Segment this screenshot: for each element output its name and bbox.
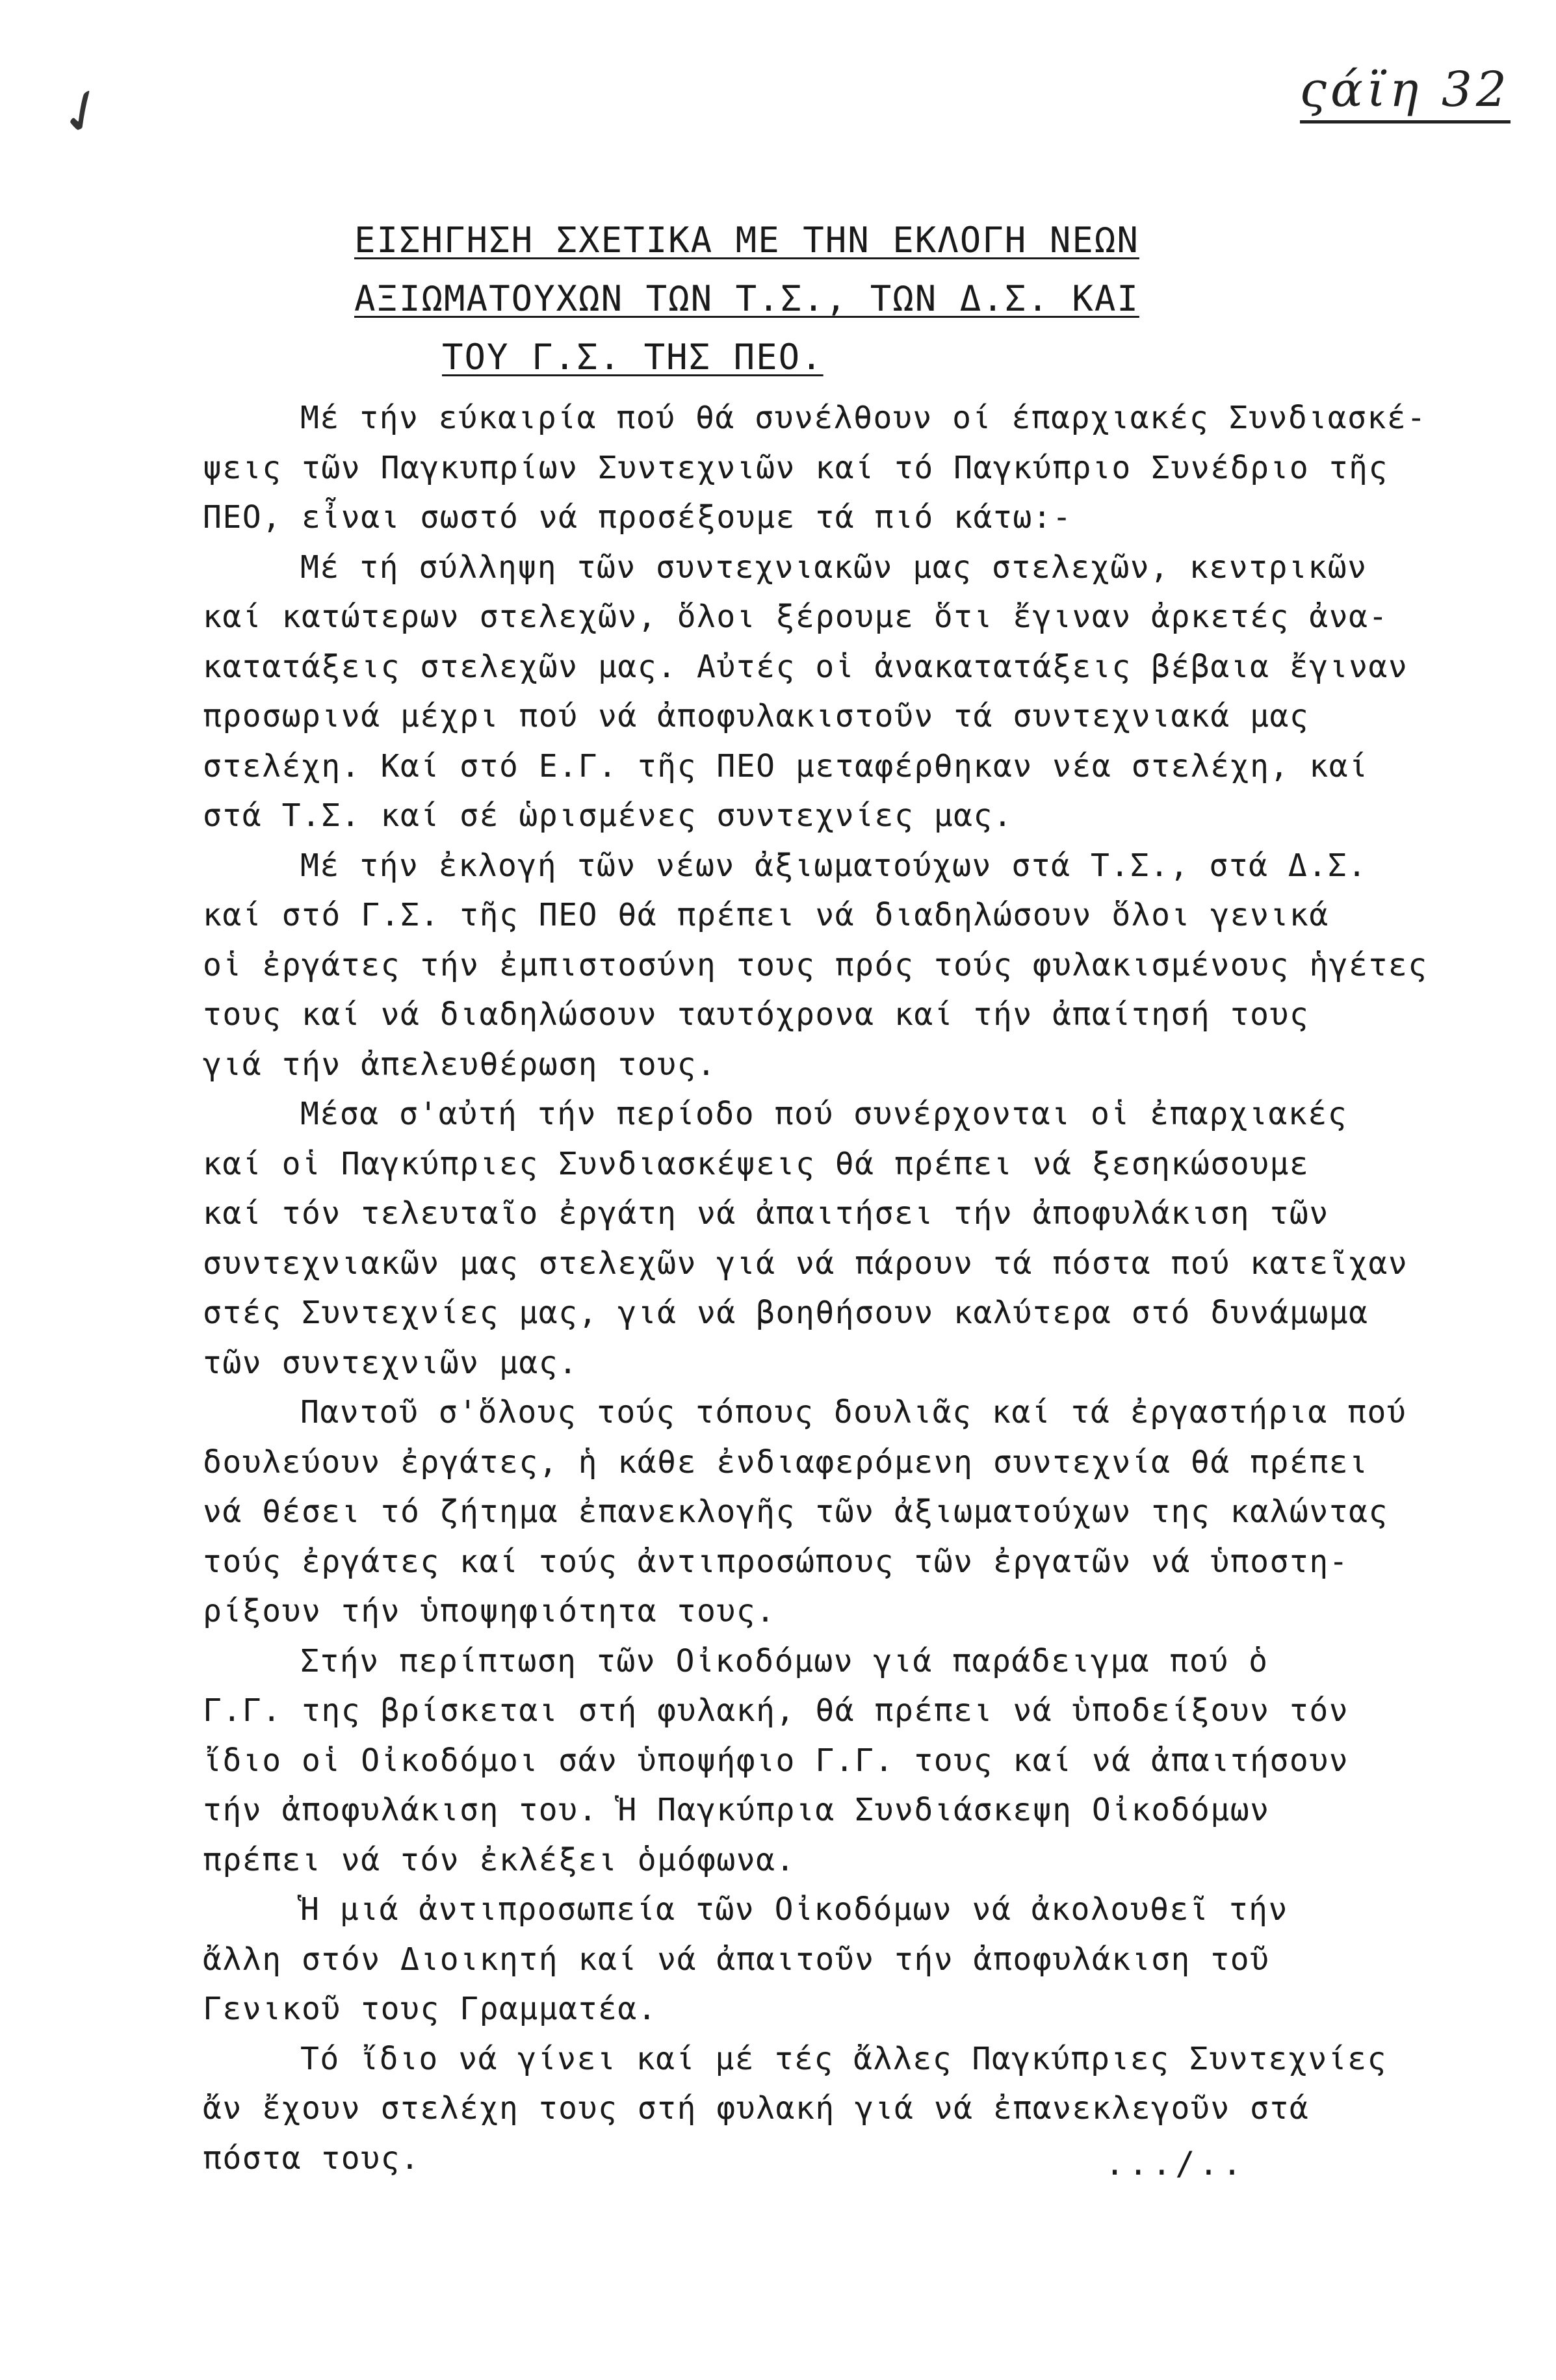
document-body bbox=[203, 393, 1470, 2183]
body-line: οἱ ἐργάτες τήν ἐμπιστοσύνη τους πρός τούς φυλακισμένους ἡγέτες bbox=[203, 946, 1428, 983]
body-line: ἴδιο οἱ Οἰκοδόμοι σάν ὑποψήφιο Γ.Γ. τους καί νά ἀπαιτήσουν bbox=[203, 1742, 1349, 1779]
body-line: Στήν περίπτωση τῶν Οἰκοδόμων γιά παράδειγμα πού ὁ bbox=[300, 1642, 1269, 1679]
body-line: ἄλλη στόν Διοικητή καί νά ἀπαιτοῦν τήν ἀποφυλάκιση τοῦ bbox=[203, 1941, 1270, 1978]
body-line: δουλεύουν ἐργάτες, ἡ κάθε ἐνδιαφερόμενη συντεχνία θά πρέπει bbox=[203, 1443, 1369, 1481]
body-line: Μέ τήν εύκαιρία πού θά συνέλθουν οί έπαρχιακές Συνδιασκέ- bbox=[300, 400, 1427, 436]
body-line: συντεχνιακῶν μας στελεχῶν γιά νά πάρουν τά πόστα πού κατεῖχαν bbox=[203, 1245, 1408, 1282]
body-line: κατατάξεις στελεχῶν μας. Αὐτές οἱ ἀνακατατάξεις βέβαια ἔγιναν bbox=[203, 648, 1408, 685]
body-line: Ἡ μιά ἀντιπροσωπεία τῶν Οἰκοδόμων νά ἀκολουθεῖ τήν bbox=[300, 1891, 1288, 1928]
body-line: Μέ τή σύλληψη τῶν συντεχνιακῶν μας στελεχῶν, κεντρικῶν bbox=[300, 549, 1368, 586]
body-line: στές Συντεχνίες μας, γιά νά βοηθήσουν καλύτερα στό δυνάμωμα bbox=[203, 1295, 1369, 1331]
body-line: καί τόν τελευταῖο ἐργάτη νά ἀπαιτήσει τήν ἀποφυλάκιση τῶν bbox=[203, 1195, 1329, 1232]
body-line: τους καί νά διαδηλώσουν ταυτόχρονα καί τήν ἀπαίτησή τους bbox=[203, 996, 1310, 1033]
heading-line-2: ΑΞΙΩΜΑΤΟΥΧΩΝ ΤΩΝ Τ.Σ., ΤΩΝ Δ.Σ. ΚΑΙ bbox=[354, 278, 1139, 319]
body-line: Γενικοῦ τους Γραμματέα. bbox=[203, 1991, 658, 2027]
body-line: στελέχη. Καί στό Ε.Γ. τῆς ΠΕΟ μεταφέρθηκαν νέα στελέχη, καί bbox=[203, 747, 1369, 784]
body-line: νά θέσει τό ζήτημα ἐπανεκλογῆς τῶν ἀξιωματούχων της καλώντας bbox=[203, 1494, 1388, 1530]
body-line: τούς ἐργάτες καί τούς ἀντιπροσώπους τῶν ἐργατῶν νά ὑποστη- bbox=[203, 1543, 1349, 1580]
handwritten-page-note: ςάϊη 32 bbox=[1300, 62, 1511, 123]
body-line: καί κατώτερων στελεχῶν, ὅλοι ξέρουμε ὅτι ἔγιναν ἀρκετές ἀνα- bbox=[203, 599, 1388, 635]
heading-line-1: ΕΙΣΗΓΗΣΗ ΣΧΕΤΙΚΑ ΜΕ ΤΗΝ ΕΚΛΟΓΗ ΝΕΩΝ bbox=[354, 220, 1139, 261]
body-line: καί στό Γ.Σ. τῆς ΠΕΟ θά πρέπει νά διαδηλώσουν ὅλοι γενικά bbox=[203, 897, 1329, 933]
stray-pen-mark-icon: ✓ bbox=[46, 70, 120, 154]
body-line: καί οἱ Παγκύπριες Συνδιασκέψεις θά πρέπει νά ξεσηκώσουμε bbox=[203, 1145, 1310, 1182]
body-line: Παντοῦ σ'ὅλους τούς τόπους δουλιᾶς καί τά ἐργαστήρια πού bbox=[300, 1394, 1407, 1430]
body-line: πρέπει νά τόν ἐκλέξει ὁμόφωνα. bbox=[203, 1841, 796, 1878]
body-line: ρίξουν τήν ὑποψηφιότητα τους. bbox=[203, 1593, 776, 1629]
body-line: Μέ τήν ἐκλογή τῶν νέων ἀξιωματούχων στά Τ.Σ., στά Δ.Σ. bbox=[300, 847, 1368, 884]
body-line: ἄν ἔχουν στελέχη τους στή φυλακή γιά νά ἐπανεκλεγοῦν στά bbox=[203, 2090, 1310, 2127]
body-line: Μέσα σ'αὐτή τήν περίοδο πού συνέρχονται οἱ ἐπαρχιακές bbox=[300, 1096, 1348, 1132]
body-line: ΠΕΟ, εἶναι σωστό νά προσέξουμε τά πιό κάτω:- bbox=[203, 499, 1072, 536]
heading-line-3: ΤΟΥ Γ.Σ. ΤΗΣ ΠΕΟ. bbox=[442, 337, 823, 378]
body-line: τήν ἀποφυλάκιση του. Ἡ Παγκύπρια Συνδιάσκεψη Οἰκοδόμων bbox=[203, 1792, 1270, 1828]
document-heading bbox=[354, 211, 1139, 387]
body-line: Γ.Γ. της βρίσκεται στή φυλακή, θά πρέπει νά ὑποδείξουν τόν bbox=[203, 1692, 1349, 1729]
body-line: ψεις τῶν Παγκυπρίων Συντεχνιῶν καί τό Παγκύπριο Συνέδριο τῆς bbox=[203, 449, 1388, 486]
body-line: Τό ἴδιο νά γίνει καί μέ τές ἄλλες Παγκύπριες Συντεχνίες bbox=[300, 2040, 1387, 2077]
body-line: πόστα τους. bbox=[203, 2140, 421, 2177]
body-line: γιά τήν ἀπελευθέρωση τους. bbox=[203, 1046, 717, 1083]
body-line: στά Τ.Σ. καί σέ ὡρισμένες συντεχνίες μας. bbox=[203, 797, 1013, 834]
body-line: προσωρινά μέχρι πού νά ἀποφυλακιστοῦν τά συντεχνιακά μας bbox=[203, 698, 1310, 734]
body-line: τῶν συντεχνιῶν μας. bbox=[203, 1344, 578, 1381]
continuation-marker: .../.. bbox=[1105, 2145, 1246, 2182]
